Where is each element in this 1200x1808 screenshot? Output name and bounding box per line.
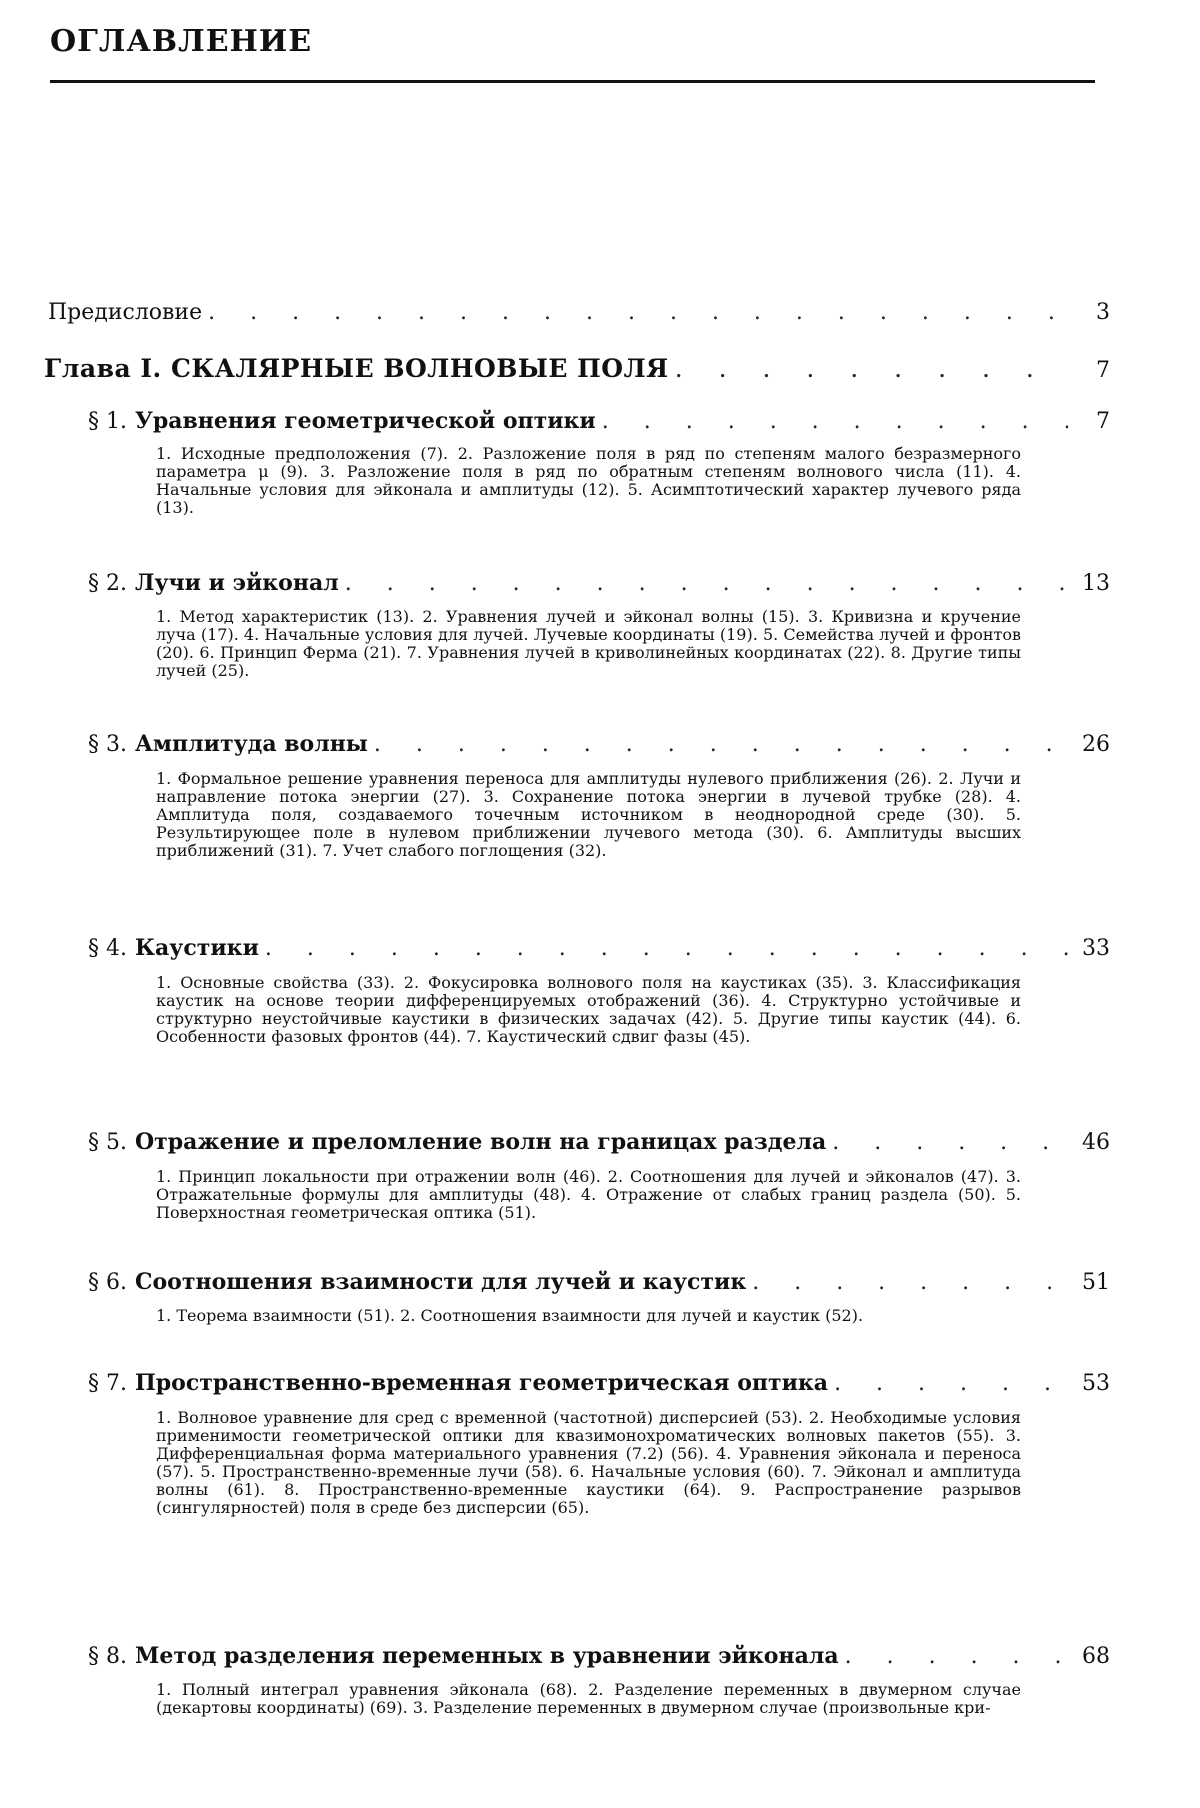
page-title: ОГЛАВЛЕНИЕ xyxy=(50,24,313,59)
section-number: § 3. xyxy=(88,732,127,757)
leader-dots xyxy=(845,1644,1068,1669)
page-number: 46 xyxy=(1082,1130,1110,1155)
toc-entry-section-4[interactable] xyxy=(88,935,1110,961)
leader-dots xyxy=(675,354,1068,383)
leader-dots xyxy=(208,300,1068,325)
leader-dots xyxy=(602,409,1068,434)
section-description: 1. Основные свойства (33). 2. Фокусировка волнового поля на каустиках (35). 3. Классификация каустик на основе теории дифференцируемых отображений (36). 4. Структурно устойчивые и структурно неустойчивые каустики в физических задачах (42). 5. Другие типы каустик (44). 6. Особенности фазовых фронтов (44). 7. Каустический сдвиг фазы (45). xyxy=(156,973,1021,1046)
section-number: § 7. xyxy=(88,1371,127,1396)
page-number: 51 xyxy=(1082,1270,1110,1295)
toc-entry-section-7[interactable] xyxy=(88,1370,1110,1396)
section-heading xyxy=(88,731,368,757)
toc-entry-chapter[interactable] xyxy=(44,354,1110,383)
section-title: Соотношения взаимности для лучей и каустик xyxy=(134,1269,747,1295)
section-heading xyxy=(88,935,259,961)
page-number: 3 xyxy=(1096,300,1110,325)
toc-entry-preface[interactable] xyxy=(48,300,1110,325)
page-number: 53 xyxy=(1082,1371,1110,1396)
section-heading xyxy=(88,1269,746,1295)
leader-dots xyxy=(752,1270,1068,1295)
section-title: Уравнения геометрической оптики xyxy=(134,408,596,434)
section-description: 1. Исходные предположения (7). 2. Разложение поля в ряд по степеням малого безразмерного параметра μ (9). 3. Разложение поля в ряд по обратным степеням волнового числа (11). 4. Начальные условия для эйконала и амплитуды (12). 5. Асимптотический характер лучевого ряда (13). xyxy=(156,444,1021,517)
section-heading xyxy=(88,1643,839,1669)
section-description: 1. Теорема взаимности (51). 2. Соотношения взаимности для лучей и каустик (52). xyxy=(156,1306,864,1325)
toc-entry-section-5[interactable] xyxy=(88,1129,1110,1155)
page-number: 68 xyxy=(1082,1644,1110,1669)
section-title: Амплитуда волны xyxy=(134,731,368,757)
page-number: 13 xyxy=(1082,571,1110,596)
section-heading xyxy=(88,1129,826,1155)
section-title: Метод разделения переменных в уравнении эйконала xyxy=(134,1643,839,1669)
leader-dots xyxy=(832,1130,1068,1155)
section-description: 1. Метод характеристик (13). 2. Уравнения лучей и эйконал волны (15). 3. Кривизна и кручение луча (17). 4. Начальные условия для лучей. Лучевые координаты (19). 5. Семейства лучей и фронтов (20). 6. Принцип Ферма (21). 7. Уравнения лучей в криволинейных координатах (22). 8. Другие типы лучей (25). xyxy=(156,607,1021,680)
page-number: 33 xyxy=(1082,936,1110,961)
page-number: 7 xyxy=(1096,409,1110,434)
leader-dots xyxy=(834,1371,1068,1396)
page-number: 26 xyxy=(1082,732,1110,757)
page-number: 7 xyxy=(1096,358,1110,383)
toc-entry-label: Предисловие xyxy=(48,300,203,325)
section-description: 1. Формальное решение уравнения переноса для амплитуды нулевого приближения (26). 2. Лучи и направление потока энергии (27). 3. Сохранение потока энергии в лучевой трубке (28). 4. Амплитуда поля, создаваемого точечным источником в неоднородной среде (30). 5. Результирующее поле в нулевом приближении лучевого метода (30). 6. Амплитуды высших приближений (31). 7. Учет слабого поглощения (32). xyxy=(156,769,1021,860)
leader-dots xyxy=(265,936,1068,961)
section-title: Каустики xyxy=(134,935,259,961)
toc-entry-section-2[interactable] xyxy=(88,570,1110,596)
section-title: Лучи и эйконал xyxy=(134,570,339,596)
toc-entry-section-3[interactable] xyxy=(88,731,1110,757)
leader-dots xyxy=(374,732,1068,757)
section-title: Отражение и преломление волн на границах раздела xyxy=(134,1129,827,1155)
section-heading xyxy=(88,570,339,596)
section-number: § 2. xyxy=(88,571,127,596)
section-number: § 4. xyxy=(88,936,127,961)
section-description: 1. Волновое уравнение для сред с временной (частотной) дисперсией (53). 2. Необходимые условия применимости геометрической оптики для квазимонохроматических волновых пакетов (55). 3. Дифференциальная форма материального уравнения (7.2) (56). 4. Уравнения эйконала и переноса (57). 5. Пространственно-временные лучи (58). 6. Начальные условия (60). 7. Эйконал и амплитуда волны (61). 8. Пространственно-временные каустики (64). 9. Распространение разрывов (сингулярностей) поля в среде без дисперсии (65). xyxy=(156,1408,1021,1517)
section-heading xyxy=(88,1370,828,1396)
section-number: § 5. xyxy=(88,1130,127,1155)
section-number: § 8. xyxy=(88,1644,127,1669)
section-number: § 1. xyxy=(88,409,127,434)
leader-dots xyxy=(345,571,1068,596)
chapter-heading: Глава I. СКАЛЯРНЫЕ ВОЛНОВЫЕ ПОЛЯ xyxy=(44,354,669,383)
section-description: 1. Полный интеграл уравнения эйконала (68). 2. Разделение переменных в двумерном случае (декартовы координаты) (69). 3. Разделение переменных в двумерном случае (произвольные кри- xyxy=(156,1680,1021,1717)
toc-entry-section-1[interactable] xyxy=(88,408,1110,434)
section-description: 1. Принцип локальности при отражении волн (46). 2. Соотношения для лучей и эйконалов (47). 3. Отражательные формулы для амплитуды (48). 4. Отражение от слабых границ раздела (50). 5. Поверхностная геометрическая оптика (51). xyxy=(156,1167,1021,1222)
section-heading xyxy=(88,408,596,434)
section-title: Пространственно-временная геометрическая оптика xyxy=(134,1370,829,1396)
toc-entry-section-6[interactable] xyxy=(88,1269,1110,1295)
toc-entry-section-8[interactable] xyxy=(88,1643,1110,1669)
section-number: § 6. xyxy=(88,1270,127,1295)
